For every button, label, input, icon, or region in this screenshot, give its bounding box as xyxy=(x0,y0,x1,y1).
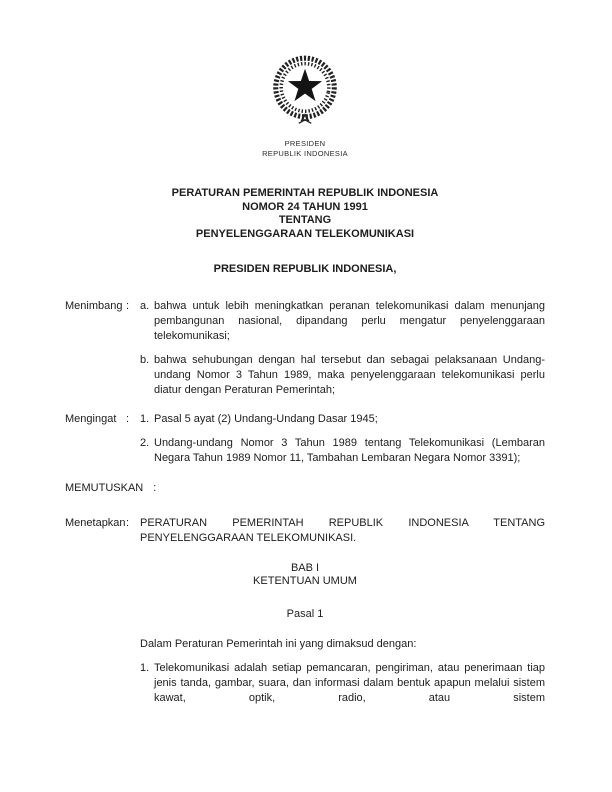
title-line-2: NOMOR 24 TAHUN 1991 xyxy=(242,200,368,213)
item-text: Telekomunikasi adalah setiap pemancaran, pengiriman, atau penerimaan tiap jenis tanda, gambar, suara, dan informasi dalam bentuk apapun melalui sistem kawat, optik, radio, atau sistem xyxy=(154,662,545,704)
item-marker: a. xyxy=(140,299,150,312)
menimbang-colon: : xyxy=(126,299,130,312)
menetapkan-text: PERATURAN PEMERINTAH REPUBLIK INDONESIA TENTANG PENYELENGGARAAN TELEKOMUNIKASI. xyxy=(140,516,545,544)
memutuskan-colon: : xyxy=(153,481,157,494)
item-text: Pasal 5 ayat (2) Undang-Undang Dasar 1945; xyxy=(154,412,378,425)
republik-indonesia-label: REPUBLIK INDONESIA xyxy=(262,149,348,158)
article-body xyxy=(65,637,545,706)
mengingat-item-1 xyxy=(140,412,545,427)
article-item-1 xyxy=(140,661,545,706)
article-intro: Dalam Peraturan Pemerintah ini yang dimaksud dengan: xyxy=(140,638,417,650)
menimbang-item-b xyxy=(140,353,545,398)
memutuskan-section xyxy=(65,481,545,496)
item-marker: 1. xyxy=(140,412,150,425)
menetapkan-colon: : xyxy=(126,516,130,529)
presiden-label: PRESIDEN xyxy=(284,139,326,148)
memutuskan-label: MEMUTUSKAN xyxy=(65,481,144,494)
menetapkan-section xyxy=(65,516,545,546)
item-text: bahwa sehubungan dengan hal tersebut dan sebagai pelaksanaan Undang-undang Nomor 3 Tahun 1989, maka penyelenggaraan telekomunikasi perlu diatur dengan Peraturan Pemerintah; xyxy=(154,353,545,396)
menimbang-item-a xyxy=(140,299,545,344)
title-line-4: PENYELENGGARAAN TELEKOMUNIKASI xyxy=(195,227,415,240)
mengingat-content xyxy=(140,412,545,466)
menimbang-section xyxy=(65,299,545,398)
article-heading: Pasal 1 xyxy=(286,607,324,620)
item-marker: 1. xyxy=(140,662,150,674)
menetapkan-label: Menetapkan xyxy=(65,516,126,529)
menimbang-content xyxy=(140,299,545,398)
mengingat-section xyxy=(65,412,545,466)
mengingat-item-2 xyxy=(140,436,545,466)
title-line-3: TENTANG xyxy=(278,214,332,226)
item-text: bahwa untuk lebih meningkatkan peranan telekomunikasi dalam menunjang pembangunan nasional, dipandang perlu mengatur penyelenggaraan telekomunikasi; xyxy=(154,299,545,342)
mengingat-label: Mengingat xyxy=(65,412,117,425)
chapter-number: BAB I xyxy=(290,561,320,574)
regulation-title xyxy=(65,187,545,241)
star-wreath-emblem-icon xyxy=(263,50,347,128)
item-marker: 2. xyxy=(140,436,150,449)
menimbang-label: Menimbang xyxy=(65,299,123,312)
salutation: PRESIDEN REPUBLIK INDONESIA, xyxy=(213,263,397,275)
chapter-heading xyxy=(65,562,545,589)
emblem-block xyxy=(65,50,545,159)
item-marker: b. xyxy=(140,353,150,366)
title-line-1: PERATURAN PEMERINTAH REPUBLIK INDONESIA xyxy=(171,187,439,199)
item-text: Undang-undang Nomor 3 Tahun 1989 tentang Telekomunikasi (Lembaran Negara Tahun 1989 Nomor 11, Tambahan Lembaran Negara Nomor 3391); xyxy=(154,436,545,464)
mengingat-colon: : xyxy=(126,412,130,425)
chapter-title: KETENTUAN UMUM xyxy=(253,575,357,587)
letterhead xyxy=(65,139,545,159)
